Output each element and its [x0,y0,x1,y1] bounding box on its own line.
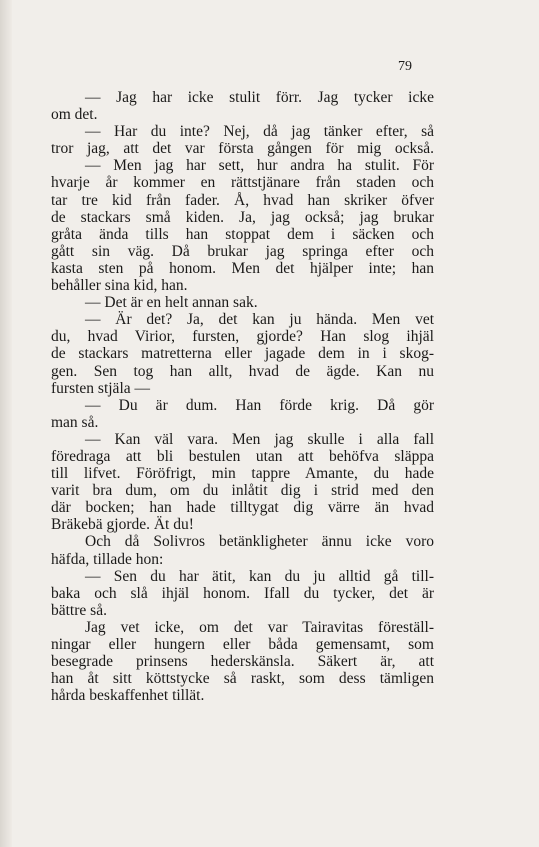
text-line: tror jag, att det var första gången för mig också. [51,140,434,158]
text-line: besegrade prinsens hederskänsla. Säkert är, att [51,653,434,671]
text-line: gråta ända tills han stoppat dem i säcken och [51,225,434,243]
text-line: baka och slå ihjäl honom. Ifall du tycker, det är [51,584,434,602]
text-line: till lifvet. Föröfrigt, min tappre Amante, du hade [51,465,434,483]
page-number: 79 [398,59,412,74]
text-line: — Är det? Ja, det kan ju hända. Men vet [85,311,434,329]
text-line: häfda, tillade hon: [51,550,164,568]
text-line: fursten stjäla — [51,379,151,397]
text-line: — Det är en helt annan sak. [85,294,258,312]
text-line: du, hvad Virior, fursten, gjorde? Han slog ihjäl [51,328,434,346]
text-line: Och då Solivros betänkligheter ännu icke voro [85,533,434,551]
text-line: han åt sitt köttstycke så raskt, som dess tämligen [51,670,434,688]
text-line: hvarje år kommer en rättstjänare från staden och [51,174,434,192]
text-line: där bocken; han hade tilltygat dig värre än hvad [51,499,434,517]
text-line: ningar eller hungern eller båda gemensamt, som [51,636,434,653]
text-line: man så. [51,413,99,431]
text-line: Bräkebä gjorde. Ät du! [51,516,194,534]
text-line: föredraga att bli bestulen utan att behöfva släppa [51,447,434,465]
text-line: — Sen du har ätit, kan du ju alltid gå till- [85,567,434,585]
text-line: gen. Sen tog han allt, hvad de ägde. Kan nu [51,362,434,380]
text-line: — Men jag har sett, hur andra ha stulit. För [85,157,434,175]
page-edge-shadow [0,0,12,847]
text-line: tar tre kid från fader. Å, hvad han skriker öfver [51,191,434,209]
text-line: de stackars matretterna eller jagade dem in i skog- [51,345,434,363]
text-line: — Du är dum. Han förde krig. Då gör [85,396,434,414]
text-line: — Har du inte? Nej, då jag tänker efter, så [85,123,434,141]
text-line: om det. [51,106,98,124]
text-line: de stackars små kiden. Ja, jag också; jag brukar [51,208,434,226]
text-line: bättre så. [51,601,107,619]
text-line: hårda beskaffenhet tillät. [51,687,205,705]
text-line: — Kan väl vara. Men jag skulle i alla fall [85,430,434,448]
text-line: gått sin väg. Då brukar jag springa efter och [51,242,434,260]
text-line: — Jag har icke stulit förr. Jag tycker icke [85,89,434,106]
text-line: Jag vet icke, om det var Tairavitas föreställ- [85,618,434,636]
body-text [51,89,434,704]
text-line: kasta sten på honom. Men det hjälper inte; han [51,259,434,277]
text-line: varit bra dum, om du inlåtit dig i strid med den [51,482,434,500]
text-line: behåller sina kid, han. [51,277,188,295]
